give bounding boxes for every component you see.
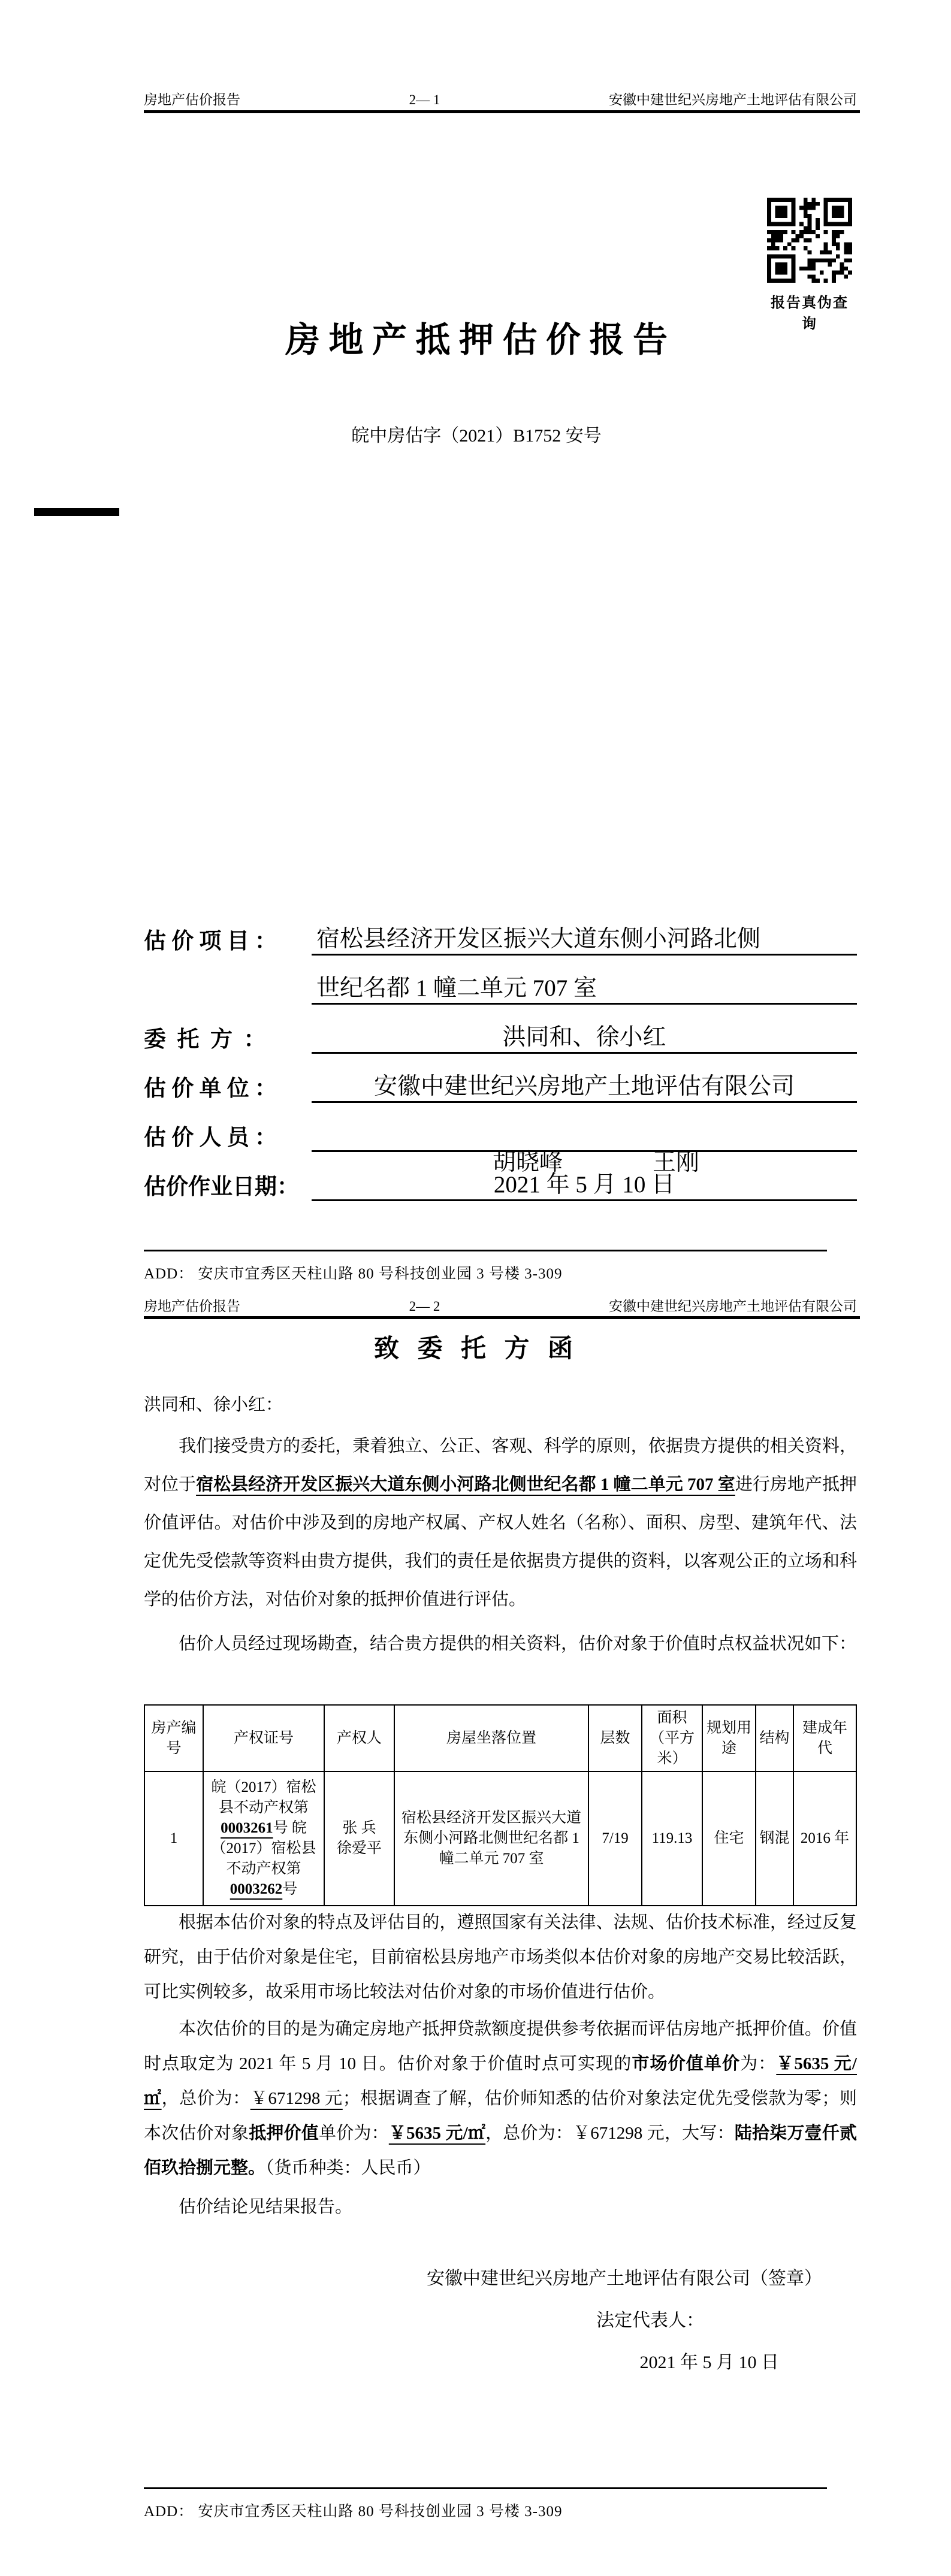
col-header-location: 房屋坐落位置 xyxy=(394,1705,588,1771)
field-label-date: 估价作业日期： xyxy=(144,1175,299,1199)
cell-area: 119.13 xyxy=(642,1771,702,1906)
mortgage-unit-price: ￥5635 元/㎡ xyxy=(388,2124,486,2143)
field-value-project-line2: 世纪名都 1 幢二单元 707 室 xyxy=(312,969,857,1005)
appraiser-name-2: 王刚 xyxy=(653,1150,700,1175)
running-header-doc-type: 房地产估价报告 xyxy=(144,92,240,107)
cert-number: 0003262 xyxy=(230,1881,283,1897)
col-header-cert-no: 产权证号 xyxy=(203,1705,324,1771)
cell-floor: 7/19 xyxy=(588,1771,642,1906)
report-title: 房 地 产 抵 押 估 价 报 告 xyxy=(285,321,668,359)
report-document-number: 皖中房估字（2021）B1752 安号 xyxy=(351,426,602,446)
cell-structure: 钢混 xyxy=(756,1771,793,1906)
letter-paragraph-2: 估价人员经过现场勘查，结合贵方提供的相关资料，估价对象于价值时点权益状况如下： xyxy=(179,1634,857,1653)
page1-running-header xyxy=(144,89,857,108)
page1-footer-rule xyxy=(144,1250,827,1251)
page2-footer-address: ADD： 安庆市宜秀区天柱山路 80 号科技创业园 3 号楼 3-309 xyxy=(144,2504,563,2520)
property-rights-table xyxy=(144,1704,857,1906)
para4-text: ，总价为：￥671298 元，大写： xyxy=(485,2124,735,2143)
cell-owner xyxy=(324,1771,394,1906)
col-header-property-no: 房产编号 xyxy=(144,1705,203,1771)
field-label-client: 委 托 方 ： xyxy=(144,1027,266,1052)
signature-company: 安徽中建世纪兴房地产土地评估有限公司（签章） xyxy=(427,2269,822,2288)
market-value-term: 市场价值单价 xyxy=(632,2054,741,2073)
running-header-company: 安徽中建世纪兴房地产土地评估有限公司 xyxy=(609,92,857,107)
mortgage-value-term: 抵押价值 xyxy=(249,2124,319,2143)
cert-prefix: 皖（2017）宿松县不动产权第 xyxy=(211,1820,316,1877)
running-header-company: 安徽中建世纪兴房地产土地评估有限公司 xyxy=(609,1299,857,1314)
cert-suffix: 号 xyxy=(273,1820,288,1836)
signature-date: 2021 年 5 月 10 日 xyxy=(639,2353,779,2372)
para4-text: 为： xyxy=(740,2054,777,2073)
letter-paragraph-1 xyxy=(144,1427,857,1619)
page2-header-rule xyxy=(144,1316,860,1319)
appraiser-name-1: 胡晓峰 xyxy=(492,1150,563,1175)
market-unit-price: ￥5635 元/㎡ xyxy=(144,2054,857,2108)
col-header-owner: 产权人 xyxy=(324,1705,394,1771)
col-header-area: 面积（平方米） xyxy=(642,1705,702,1771)
page2-running-header xyxy=(144,1295,857,1315)
cell-location: 宿松县经济开发区振兴大道东侧小河路北侧世纪名都 1 幢二单元 707 室 xyxy=(394,1771,588,1906)
cell-year: 2016 年 xyxy=(793,1771,856,1906)
running-header-page-number: 2— 1 xyxy=(409,92,440,107)
field-value-agency: 安徽中建世纪兴房地产土地评估有限公司 xyxy=(312,1068,857,1103)
redaction-bar xyxy=(34,508,119,516)
para1-text: 进行房地产抵押价值评估。对估价中涉及到的房地产权属、产权人姓名（名称）、面积、房型、建筑年代、法定优先受偿款等资料由贵方提供，我们的责任是依据贵方提供的资料，以客观公正的立场和科学的估价方法，对估价对象的抵押价值进行评估。 xyxy=(144,1475,857,1609)
signature-legal-representative: 法定代表人： xyxy=(596,2311,704,2330)
letter-paragraph-4 xyxy=(144,2012,857,2185)
table-header-row xyxy=(144,1705,856,1771)
col-header-floor: 层数 xyxy=(588,1705,642,1771)
cell-use: 住宅 xyxy=(702,1771,756,1906)
page2-footer-rule xyxy=(144,2487,827,2489)
currency-note: （货币种类：人民币） xyxy=(265,2158,431,2178)
col-header-year: 建成年代 xyxy=(793,1705,856,1771)
letter-salutation: 洪同和、徐小红： xyxy=(144,1395,283,1414)
table-row xyxy=(144,1771,856,1906)
market-total-price: ￥671298 元 xyxy=(250,2089,343,2108)
field-value-client: 洪同和、徐小红 xyxy=(312,1018,857,1054)
field-value-date: 2021 年 5 月 10 日 xyxy=(312,1166,857,1201)
field-label-agency: 估 价 单 位 ： xyxy=(144,1077,277,1101)
col-header-use: 规划用途 xyxy=(702,1705,756,1771)
cert-prefix: 皖（2017）宿松县不动产权第 xyxy=(211,1779,316,1816)
para4-text: ；根据调查了解，估价师知悉的估价对象法定优先受偿款为零；则本次估价对象 xyxy=(144,2089,857,2143)
owner-name: 张 兵 xyxy=(342,1820,376,1836)
cell-cert-no xyxy=(203,1771,324,1906)
para1-subject-address: 宿松县经济开发区振兴大道东侧小河路北侧世纪名都 1 幢二单元 707 室 xyxy=(196,1475,735,1494)
col-header-structure: 结构 xyxy=(756,1705,793,1771)
field-value-staff xyxy=(312,1117,857,1175)
para4-text: 本次估价的目的是为确定房地产抵押贷款额度提供参考依据而评估房地产抵押价值。价值时点取定为 2021 年 5 月 10 日。估价对象于价值时点可实现的 xyxy=(144,2019,857,2073)
page1-header-rule xyxy=(144,110,860,113)
letter-paragraph-5: 估价结论见结果报告。 xyxy=(179,2197,353,2217)
letter-paragraph-3: 根据本估价对象的特点及评估目的，遵照国家有关法律、法规、估价技术标准，经过反复研究，由于估价对象是住宅，目前宿松县房地产市场类似本估价对象的房地产交易比较活跃，可比实例较多，故采用市场比较法对估价对象的市场价值进行估价。 xyxy=(144,1913,857,2001)
field-value-project-line1: 宿松县经济开发区振兴大道东侧小河路北侧 xyxy=(312,920,857,956)
cell-property-no: 1 xyxy=(144,1771,203,1906)
cert-number: 0003261 xyxy=(221,1820,273,1836)
para1-text: 我们接受贵方的委托，秉着独立、公正、客观、科学的原则，依据贵方提供的相关资料，对位于 xyxy=(144,1437,857,1494)
para4-text: ，总价为： xyxy=(161,2089,250,2108)
running-header-page-number: 2— 2 xyxy=(409,1299,440,1314)
owner-name: 徐爱平 xyxy=(336,1840,382,1857)
field-label-project: 估 价 项 目 ： xyxy=(144,929,277,954)
qr-code-label: 报告真伪查询 xyxy=(771,295,849,332)
cert-suffix: 号 xyxy=(282,1881,298,1897)
para4-text: 单价为： xyxy=(319,2124,389,2143)
letter-title: 致 委 托 方 函 xyxy=(373,1335,579,1363)
qr-code-icon xyxy=(767,198,852,283)
running-header-doc-type: 房地产估价报告 xyxy=(144,1299,240,1314)
page1-footer-address: ADD： 安庆市宜秀区天柱山路 80 号科技创业园 3 号楼 3-309 xyxy=(144,1266,563,1282)
field-label-staff: 估 价 人 员 ： xyxy=(144,1126,277,1150)
amount-in-words: 陆拾柒万壹仟贰佰玖拾捌元整。 xyxy=(144,2124,857,2178)
